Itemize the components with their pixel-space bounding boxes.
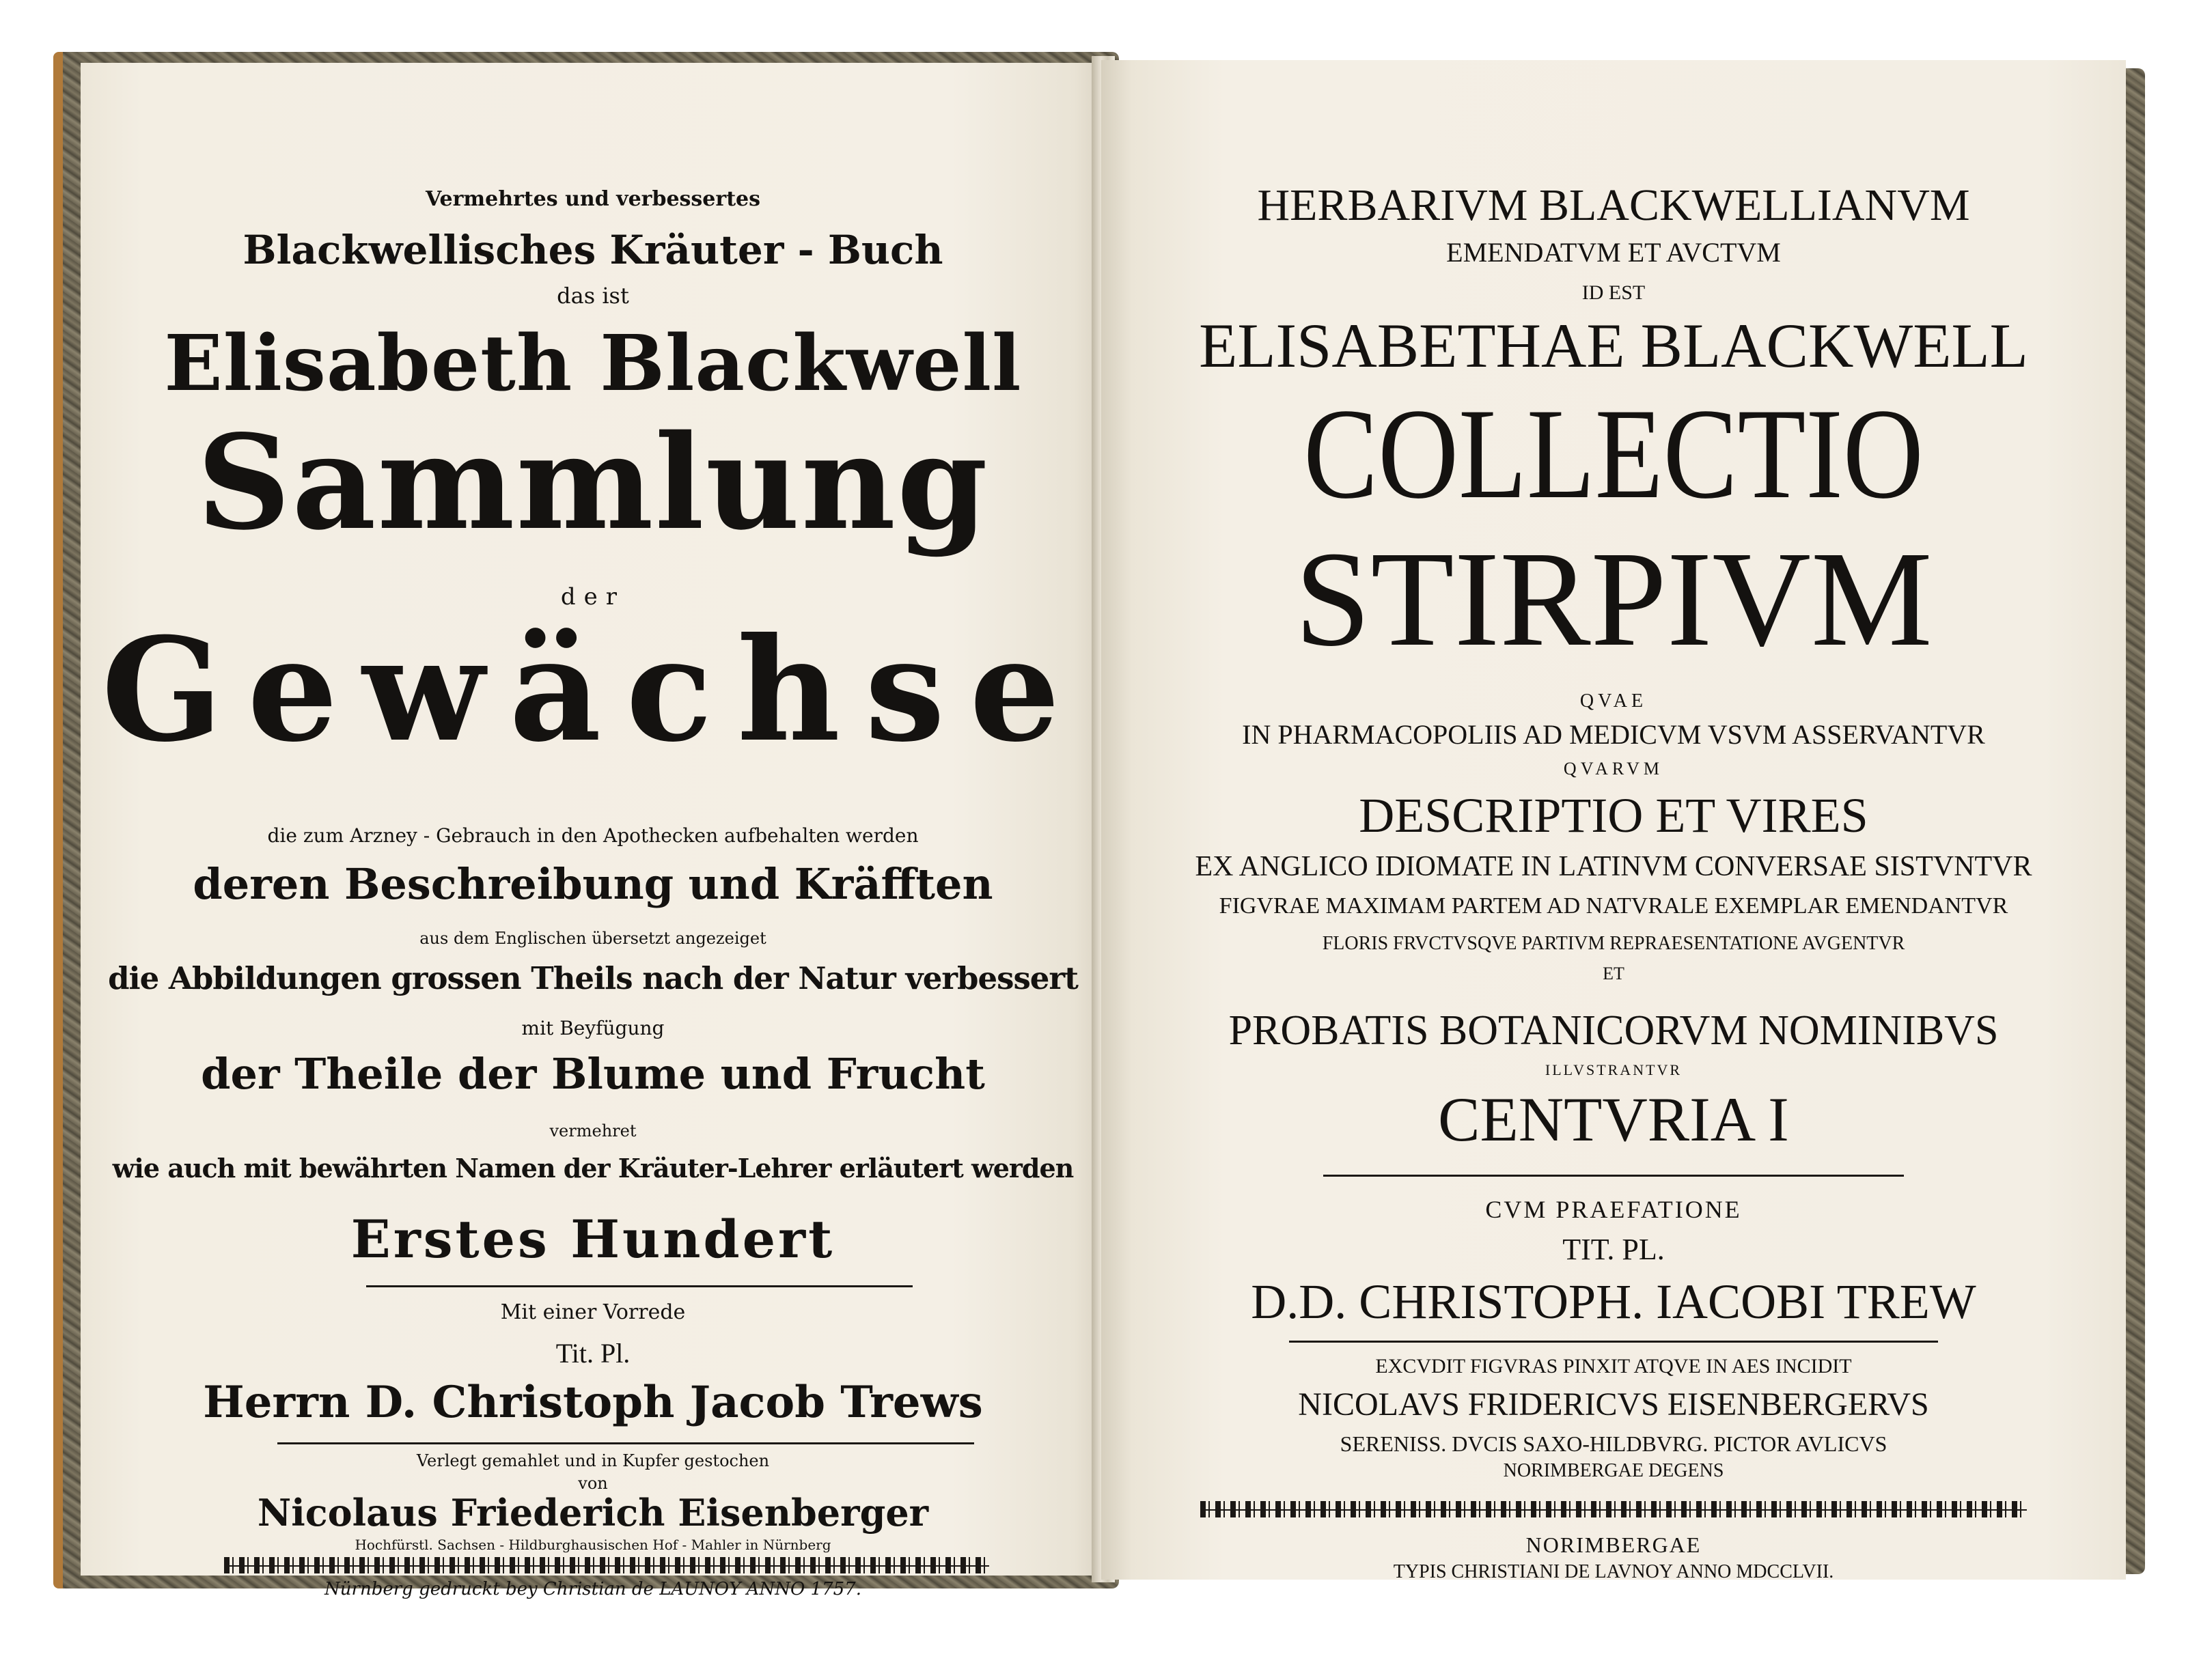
latin-line-20: D.D. CHRISTOPH. IACOBI TREW	[1251, 1274, 1976, 1329]
title-line-7: Gewächse	[101, 607, 1085, 774]
title-line-11: die Abbildungen grossen Theils nach der Natur verbessert	[108, 960, 1078, 996]
rule-left-2	[277, 1442, 974, 1444]
latin-line-12: FIGVRAE MAXIMAM PARTEM AD NATVRALE EXEMPLAR EMENDANTVR	[1219, 893, 2008, 919]
latin-line-13: FLORIS FRVCTVSQVE PARTIVM REPRAESENTATIONE AVGENTVR	[1322, 933, 1905, 954]
title-line-4: Elisabeth Blackwell	[164, 319, 1022, 408]
latin-line-23: SERENISS. DVCIS SAXO-HILDBVRG. PICTOR AVLICVS	[1340, 1431, 1887, 1456]
latin-line-19: TIT. PL.	[1562, 1233, 1665, 1266]
title-line-13: der Theile der Blume und Frucht	[201, 1049, 985, 1099]
latin-line-1: HERBARIVM BLACKWELLIANVM	[1257, 180, 1970, 230]
title-line-24: Nürnberg gedruckt bey Christian de LAUNOY ANNO 1757.	[324, 1579, 861, 1599]
ornament-left	[224, 1557, 989, 1573]
title-line-10: aus dem Englischen übersetzt angezeiget	[419, 929, 766, 948]
latin-line-11: EX ANGLICO IDIOMATE IN LATINVM CONVERSAE SISTVNTVR	[1195, 851, 2032, 882]
title-line-8: die zum Arzney - Gebrauch in den Apothecken aufbehalten werden	[267, 824, 919, 847]
latin-line-15: PROBATIS BOTANICORVM NOMINIBVS	[1228, 1007, 1999, 1054]
title-line-19: Herrn D. Christoph Jacob Trews	[203, 1377, 983, 1428]
latin-line-16: ILLVSTRANTVR	[1545, 1061, 1683, 1078]
title-line-16: Erstes Hundert	[350, 1209, 835, 1270]
left-title-page	[81, 63, 1105, 1599]
latin-line-14: ET	[1603, 964, 1624, 983]
latin-line-21: EXCVDIT FIGVRAS PINXIT ATQVE IN AES INCIDIT	[1375, 1355, 1852, 1377]
latin-line-22: NICOLAVS FRIDERICVS EISENBERGERVS	[1298, 1386, 1929, 1423]
title-line-23: Hochfürstl. Sachsen - Hildburghausischen Hof - Mahler in Nürnberg	[355, 1537, 831, 1553]
title-line-12: mit Beyfügung	[521, 1017, 665, 1039]
latin-line-6: STIRPIVM	[1295, 524, 1933, 675]
latin-line-17: CENTVRIA I	[1438, 1084, 1789, 1154]
title-line-17: Mit einer Vorrede	[500, 1300, 686, 1324]
title-line-14: vermehret	[549, 1121, 637, 1140]
latin-line-7: QVAE	[1579, 690, 1648, 712]
latin-line-2: EMENDATVM ET AVCTVM	[1446, 237, 1781, 268]
rule-left-1	[366, 1285, 913, 1287]
title-line-3: das ist	[557, 283, 629, 309]
rule-right-1	[1323, 1175, 1904, 1177]
title-line-1: Vermehrtes und verbessertes	[425, 187, 761, 211]
latin-line-8: IN PHARMACOPOLIIS AD MEDICVM VSVM ASSERVANTVR	[1242, 719, 1985, 750]
spine-edge	[53, 52, 63, 1588]
title-line-20: Verlegt gemahlet und in Kupfer gestochen	[416, 1451, 770, 1470]
ornament-right	[1200, 1501, 2027, 1517]
right-title-page	[1101, 60, 2126, 1580]
title-line-21: von	[578, 1474, 608, 1493]
latin-line-26: TYPIS CHRISTIANI DE LAVNOY ANNO MDCCLVII.	[1393, 1561, 1834, 1582]
latin-line-5: COLLECTIO	[1303, 382, 1924, 526]
title-line-5: Sammlung	[197, 406, 989, 559]
title-line-18: Tit. Pl.	[555, 1338, 631, 1369]
title-line-15: wie auch mit bewährten Namen der Kräuter-Lehrer erläutert werden	[112, 1153, 1074, 1184]
latin-line-9: QVARVM	[1563, 759, 1664, 779]
title-line-22: Nicolaus Friederich Eisenberger	[257, 1491, 929, 1535]
title-line-9: deren Beschreibung und Kräfften	[193, 859, 993, 909]
latin-line-25: NORIMBERGAE	[1525, 1532, 1702, 1557]
rule-right-2	[1289, 1341, 1938, 1343]
title-line-6: der	[560, 583, 626, 611]
latin-line-4: ELISABETHAE BLACKWELL	[1199, 311, 2028, 380]
latin-line-10: DESCRIPTIO ET VIRES	[1359, 788, 1868, 843]
title-line-2: Blackwellisches Kräuter - Buch	[243, 227, 943, 273]
latin-line-3: ID EST	[1581, 281, 1646, 304]
latin-line-24: NORIMBERGAE DEGENS	[1503, 1460, 1724, 1481]
latin-line-18: CVM PRAEFATIONE	[1485, 1196, 1742, 1223]
